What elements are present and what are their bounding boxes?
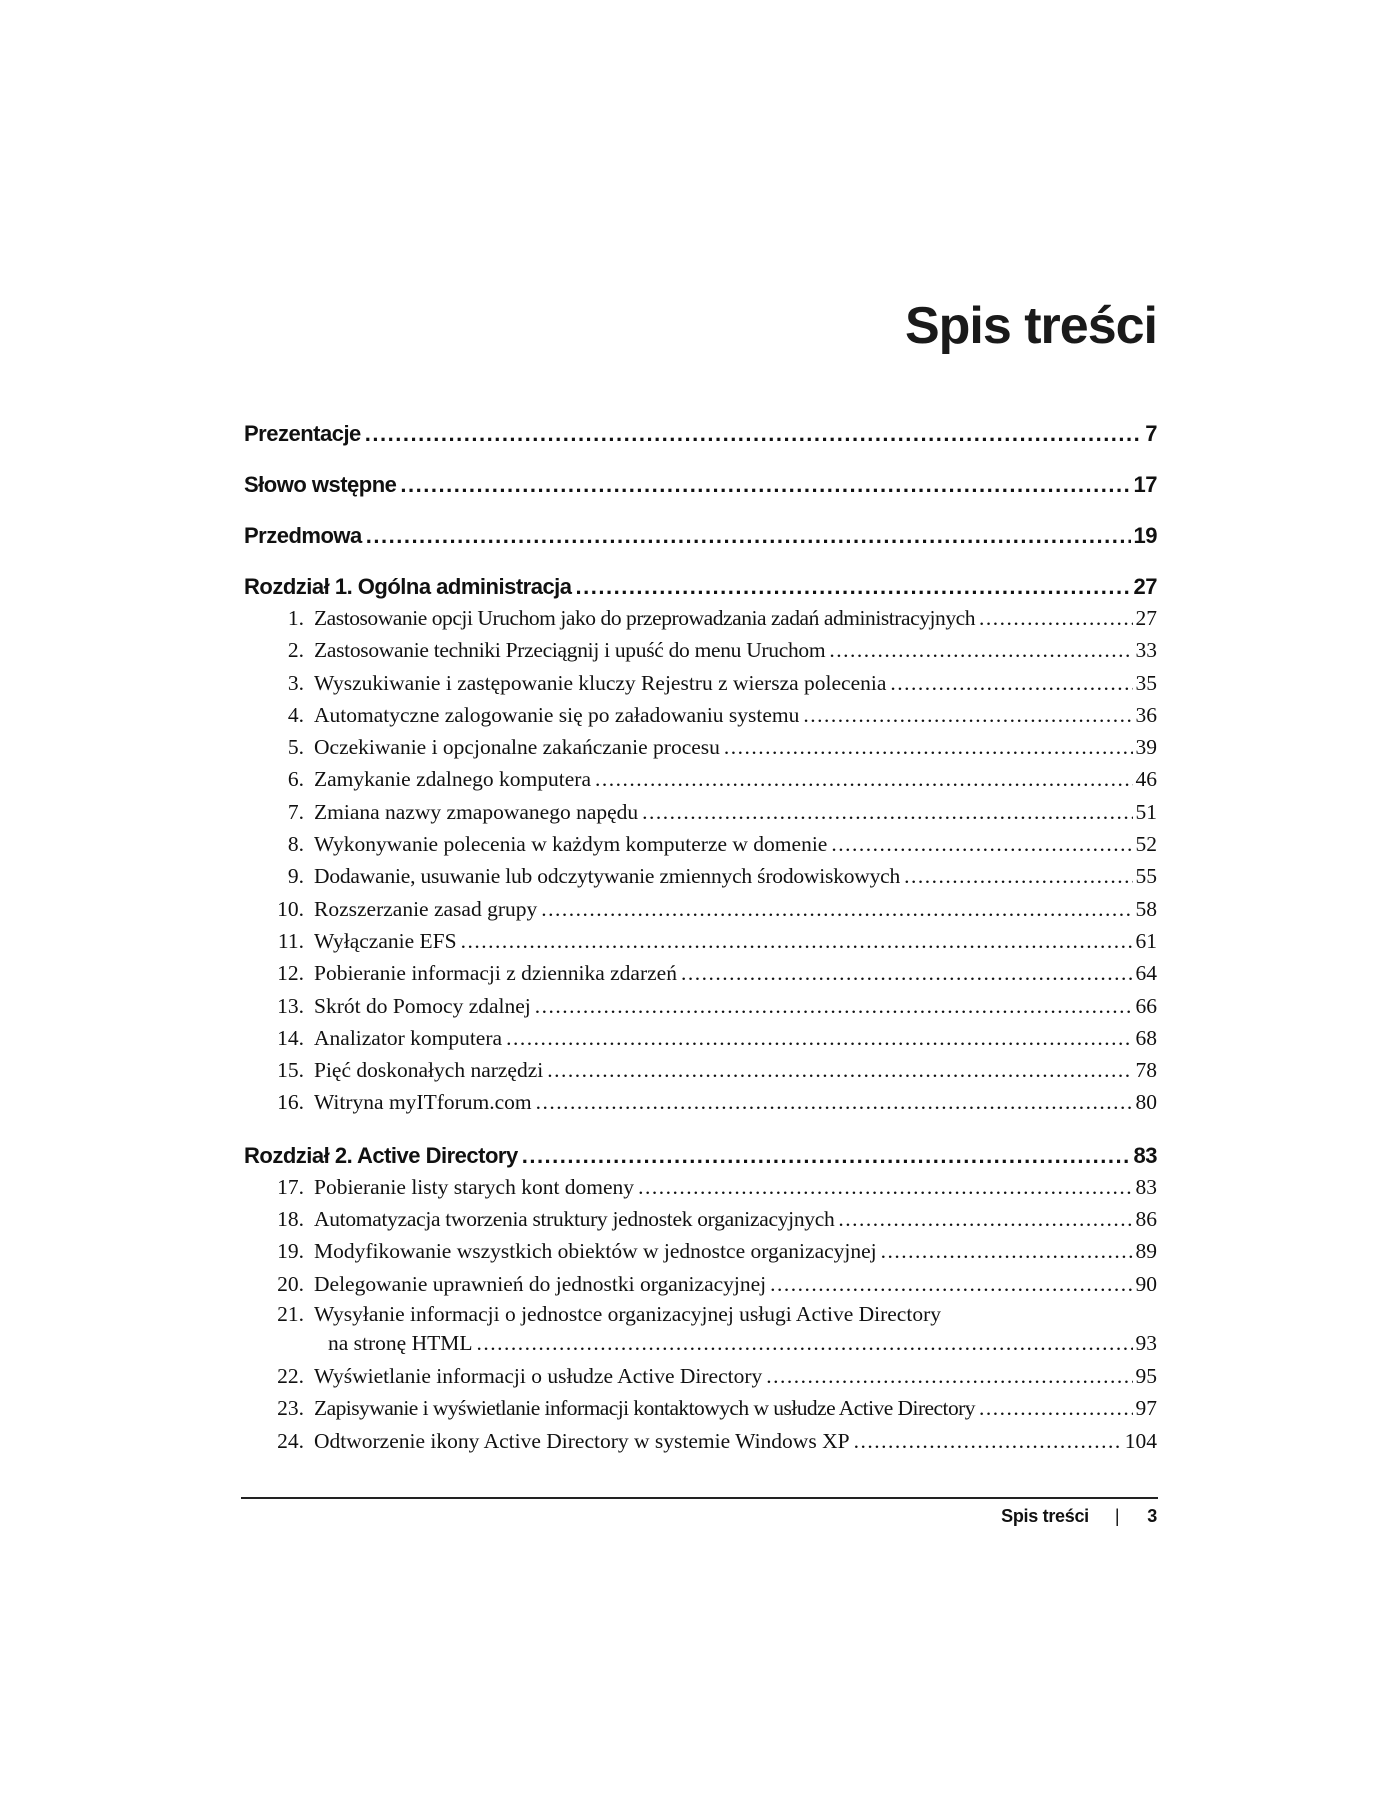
section-number: 19. <box>277 1239 304 1264</box>
section-number: 1. <box>287 606 304 630</box>
section-number: 8. <box>287 832 304 857</box>
footer-page-number: 3 <box>1147 1506 1157 1526</box>
section-title: Zastosowanie techniki Przeciągnij i upuść do menu Uruchom <box>314 638 826 663</box>
section-page: 39 <box>1135 735 1157 760</box>
section-page: 83 <box>1135 1174 1157 1199</box>
toc-part-entry[interactable] <box>244 417 1157 468</box>
toc-section-entry[interactable] <box>244 860 1157 892</box>
toc-section-entry[interactable] <box>244 1171 1157 1203</box>
section-page: 27 <box>1135 606 1157 630</box>
section-number: 11. <box>277 928 304 953</box>
footer-label: Spis treści <box>1001 1506 1089 1526</box>
dot-leader <box>881 1235 1133 1267</box>
dot-leader <box>831 828 1132 860</box>
dot-leader <box>724 731 1133 763</box>
section-number: 9. <box>287 864 304 889</box>
toc-section-entry[interactable] <box>244 1203 1157 1235</box>
section-title: Modyfikowanie wszystkich obiektów w jednostce organizacyjnej <box>314 1239 877 1264</box>
section-title: Pięć doskonałych narzędzi <box>314 1058 544 1083</box>
section-title: Wyłączanie EFS <box>314 928 457 953</box>
toc-section-entry[interactable] <box>244 634 1157 666</box>
footer-separator: | <box>1114 1506 1120 1526</box>
dot-leader <box>576 570 1131 604</box>
section-title: Automatyzacja tworzenia struktury jednostek organizacyjnych <box>314 1207 835 1232</box>
toc-entry-page: 7 <box>1145 421 1157 446</box>
section-page: 61 <box>1135 928 1157 953</box>
toc-entry-page: 27 <box>1133 574 1157 599</box>
section-page: 97 <box>1135 1396 1157 1421</box>
dot-leader <box>854 1425 1122 1457</box>
section-title: Automatyczne zalogowanie się po załadowaniu systemu <box>314 702 800 727</box>
dot-leader <box>979 602 1132 634</box>
toc-section-entry[interactable] <box>244 893 1157 925</box>
dot-leader <box>536 1086 1133 1118</box>
section-page: 93 <box>1135 1330 1157 1355</box>
toc-section-entry[interactable] <box>244 1086 1157 1118</box>
toc-section-entry[interactable] <box>244 731 1157 763</box>
dot-leader <box>535 990 1133 1022</box>
section-page: 66 <box>1135 993 1157 1018</box>
section-number: 6. <box>287 767 304 792</box>
section-title: Pobieranie informacji z dziennika zdarzeń <box>314 961 677 986</box>
toc-section-entry[interactable] <box>244 1054 1157 1086</box>
section-page: 104 <box>1124 1428 1157 1453</box>
toc-chapter-title: Rozdział 2. Active Directory <box>244 1142 518 1168</box>
toc-entry-title: Przedmowa <box>244 523 362 548</box>
section-number: 4. <box>287 702 304 727</box>
toc-section-entry[interactable] <box>244 828 1157 860</box>
toc-entry-page: 83 <box>1133 1142 1157 1168</box>
section-page: 68 <box>1135 1025 1157 1050</box>
section-title: Zastosowanie opcji Uruchom jako do przeprowadzania zadań administracyjnych <box>314 606 976 630</box>
section-page: 89 <box>1135 1239 1157 1264</box>
section-title: Delegowanie uprawnień do jednostki organizacyjnej <box>314 1271 767 1296</box>
section-title: Zmiana nazwy zmapowanego napędu <box>314 799 639 824</box>
toc-entry-title: Słowo wstępne <box>244 472 397 497</box>
section-number: 14. <box>277 1025 304 1050</box>
section-number: 12. <box>277 961 304 986</box>
dot-leader <box>829 634 1132 666</box>
section-page: 64 <box>1135 961 1157 986</box>
section-number: 3. <box>287 670 304 695</box>
section-title: Oczekiwanie i opcjonalne zakańczanie procesu <box>314 735 720 760</box>
section-page: 80 <box>1135 1090 1157 1115</box>
section-title: Pobieranie listy starych kont domeny <box>314 1174 635 1199</box>
toc-section-entry[interactable] <box>244 1300 1157 1360</box>
section-title: Wykonywanie polecenia w każdym komputerze w domenie <box>314 832 828 857</box>
section-number: 23. <box>277 1396 304 1421</box>
section-page: 36 <box>1135 702 1157 727</box>
section-title: Dodawanie, usuwanie lub odczytywanie zmiennych środowiskowych <box>314 864 901 889</box>
dot-leader <box>904 860 1132 892</box>
section-number: 17. <box>277 1174 304 1199</box>
section-title: Wyświetlanie informacji o usłudze Active Directory <box>314 1363 763 1388</box>
section-number: 21. <box>277 1301 304 1326</box>
section-page: 78 <box>1135 1058 1157 1083</box>
toc-section-entry[interactable] <box>244 990 1157 1022</box>
dot-leader <box>638 1171 1132 1203</box>
section-page: 46 <box>1135 767 1157 792</box>
section-number: 13. <box>277 993 304 1018</box>
dot-leader <box>366 519 1131 553</box>
toc-section-entry[interactable] <box>244 1360 1157 1392</box>
toc-section-entry[interactable] <box>244 957 1157 989</box>
dot-leader <box>400 468 1130 502</box>
toc-part-entry[interactable] <box>244 519 1157 570</box>
section-title: Analizator komputera <box>314 1025 503 1050</box>
section-page: 55 <box>1135 864 1157 889</box>
dot-leader <box>838 1203 1132 1235</box>
section-number: 2. <box>287 638 304 663</box>
section-number: 15. <box>277 1058 304 1083</box>
section-page: 58 <box>1135 896 1157 921</box>
dot-leader <box>766 1360 1132 1392</box>
toc-section-entry[interactable] <box>244 667 1157 699</box>
table-of-contents <box>244 417 1157 1457</box>
section-title: Zamykanie zdalnego komputera <box>314 767 592 792</box>
toc-chapter-title: Rozdział 1. Ogólna administracja <box>244 574 572 599</box>
toc-section-entry[interactable] <box>244 1425 1157 1457</box>
dot-leader <box>522 1139 1131 1173</box>
section-page: 52 <box>1135 832 1157 857</box>
toc-section-entry[interactable] <box>244 1392 1157 1424</box>
toc-section-entry[interactable] <box>244 1235 1157 1267</box>
toc-chapter-entry[interactable] <box>244 570 1157 602</box>
section-number: 22. <box>277 1363 304 1388</box>
section-number: 10. <box>277 896 304 921</box>
dot-leader <box>803 699 1132 731</box>
dot-leader <box>979 1392 1133 1424</box>
toc-section-entry[interactable] <box>244 699 1157 731</box>
section-number: 24. <box>277 1428 304 1453</box>
dot-leader <box>477 1328 1133 1358</box>
dot-leader <box>365 417 1142 451</box>
toc-entry-title: Prezentacje <box>244 421 361 446</box>
section-title: Rozszerzanie zasad grupy <box>314 896 538 921</box>
dot-leader <box>770 1268 1132 1300</box>
section-number: 7. <box>287 799 304 824</box>
section-page: 90 <box>1135 1271 1157 1296</box>
section-number: 5. <box>287 735 304 760</box>
section-page: 35 <box>1135 670 1157 695</box>
section-number: 18. <box>277 1207 304 1232</box>
toc-entry-page: 19 <box>1133 523 1157 548</box>
toc-section-entry[interactable] <box>244 1268 1157 1300</box>
section-page: 86 <box>1135 1207 1157 1232</box>
section-title: Odtworzenie ikony Active Directory w systemie Windows XP <box>314 1428 850 1453</box>
toc-entry-page: 17 <box>1133 472 1157 497</box>
page-title: Spis treści <box>904 297 1157 355</box>
section-page: 95 <box>1135 1363 1157 1388</box>
section-title: Zapisywanie i wyświetlanie informacji kontaktowych w usłudze Active Directory <box>314 1396 975 1421</box>
footer-divider <box>241 1497 1158 1499</box>
section-title: Witryna myITforum.com <box>314 1090 532 1115</box>
toc-section-entry[interactable] <box>244 602 1157 634</box>
section-title: Wysyłanie informacji o jednostce organizacyjnej usługi Active Directory <box>314 1301 941 1326</box>
dot-leader <box>547 1054 1132 1086</box>
section-page: 51 <box>1135 799 1157 824</box>
section-number: 20. <box>277 1271 304 1296</box>
dot-leader <box>541 893 1132 925</box>
section-number: 16. <box>277 1090 304 1115</box>
dot-leader <box>681 957 1133 989</box>
toc-section-entry[interactable] <box>244 763 1157 795</box>
dot-leader <box>595 763 1132 795</box>
dot-leader <box>890 667 1132 699</box>
toc-part-entry[interactable] <box>244 468 1157 519</box>
dot-leader <box>461 925 1133 957</box>
section-title: Wyszukiwanie i zastępowanie kluczy Rejestru z wiersza polecenia <box>314 670 887 695</box>
toc-section-entry[interactable] <box>244 925 1157 957</box>
toc-chapter-entry[interactable] <box>244 1139 1157 1171</box>
section-title-continuation: na stronę HTML <box>328 1330 473 1355</box>
toc-section-entry[interactable] <box>244 796 1157 828</box>
toc-section-entry[interactable] <box>244 1022 1157 1054</box>
section-title: Skrót do Pomocy zdalnej <box>314 993 531 1018</box>
dot-leader <box>642 796 1132 828</box>
dot-leader <box>506 1022 1132 1054</box>
section-page: 33 <box>1135 638 1157 663</box>
page-footer <box>1001 1506 1157 1527</box>
